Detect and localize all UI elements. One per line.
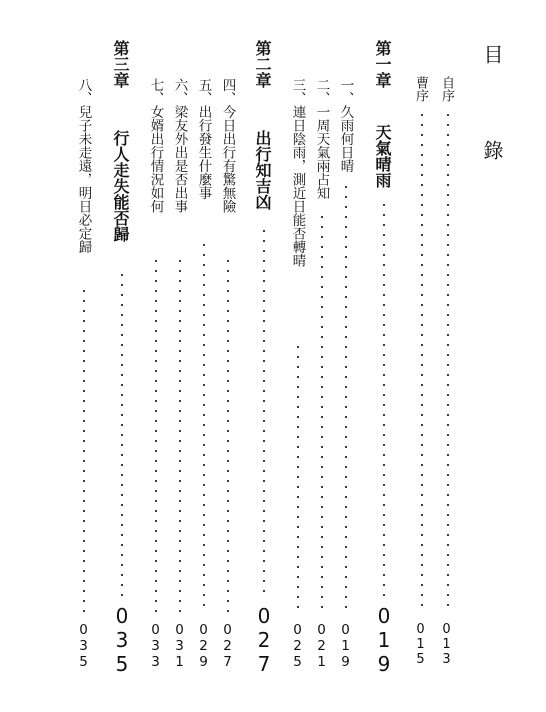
entry-title: 八、兒子未走遠，明日必定歸 xyxy=(75,78,92,254)
page-number: 027 xyxy=(219,622,236,670)
page-number: 019 xyxy=(337,622,354,670)
entry-title: 自序 xyxy=(439,76,454,102)
dot-leader xyxy=(263,226,265,596)
dot-leader xyxy=(345,182,347,612)
page-number: 035 xyxy=(75,622,92,670)
dot-leader xyxy=(121,270,123,596)
toc-chapter-1 xyxy=(374,0,394,712)
page-number: 033 xyxy=(147,622,164,670)
page-number: 029 xyxy=(195,622,212,670)
toc-section-1 xyxy=(338,0,354,712)
chapter-label: 第三章 xyxy=(111,40,130,88)
toc-entry-preface-1 xyxy=(440,0,456,712)
toc-section-2 xyxy=(314,0,330,712)
entry-title: 七、女婿出行情況如何 xyxy=(147,78,164,213)
toc-title: 目 錄 xyxy=(480,44,504,186)
entry-title: 曹序 xyxy=(413,76,428,102)
page-number: 015 xyxy=(413,622,428,667)
toc-chapter-2 xyxy=(254,0,274,712)
chapter-title: 行人走失能否歸 xyxy=(111,130,130,242)
toc-section-4 xyxy=(220,0,236,712)
dot-leader xyxy=(383,200,385,596)
dot-leader xyxy=(447,110,449,610)
chapter-title: 出行知吉凶 xyxy=(253,130,272,210)
page-number: 031 xyxy=(171,622,188,670)
chapter-label: 第二章 xyxy=(253,40,272,88)
entry-title: 三、連日陰雨，測近日能否轉晴 xyxy=(289,78,306,267)
page-number: 013 xyxy=(439,622,454,667)
toc-section-7 xyxy=(148,0,164,712)
page-number: 019 xyxy=(372,604,396,676)
entry-title: 五、出行發生什麼事 xyxy=(195,78,212,200)
dot-leader xyxy=(83,286,85,612)
chapter-title: 天氣晴雨 xyxy=(373,124,392,188)
entry-title: 二、一周天氣兩占知 xyxy=(313,78,330,200)
page-number: 025 xyxy=(289,622,306,670)
toc-section-5 xyxy=(196,0,212,712)
toc-section-6 xyxy=(172,0,188,712)
dot-leader xyxy=(227,256,229,612)
entry-title: 四、今日出行有驚無險 xyxy=(219,78,236,213)
dot-leader xyxy=(297,342,299,612)
dot-leader xyxy=(203,240,205,612)
chapter-label: 第一章 xyxy=(373,40,392,88)
dot-leader xyxy=(155,256,157,612)
dot-leader xyxy=(421,110,423,610)
entry-title: 六、梁友外出是否出事 xyxy=(171,78,188,213)
toc-entry-preface-2 xyxy=(414,0,430,712)
page-number: 027 xyxy=(252,604,276,676)
toc-title-column xyxy=(482,0,506,712)
entry-title: 一、久雨何日晴 xyxy=(337,78,354,173)
dot-leader xyxy=(179,256,181,612)
page-number: 035 xyxy=(110,604,134,676)
dot-leader xyxy=(321,212,323,612)
toc-section-8 xyxy=(76,0,92,712)
page-number: 021 xyxy=(313,622,330,670)
toc-chapter-3 xyxy=(112,0,132,712)
toc-section-3 xyxy=(290,0,306,712)
